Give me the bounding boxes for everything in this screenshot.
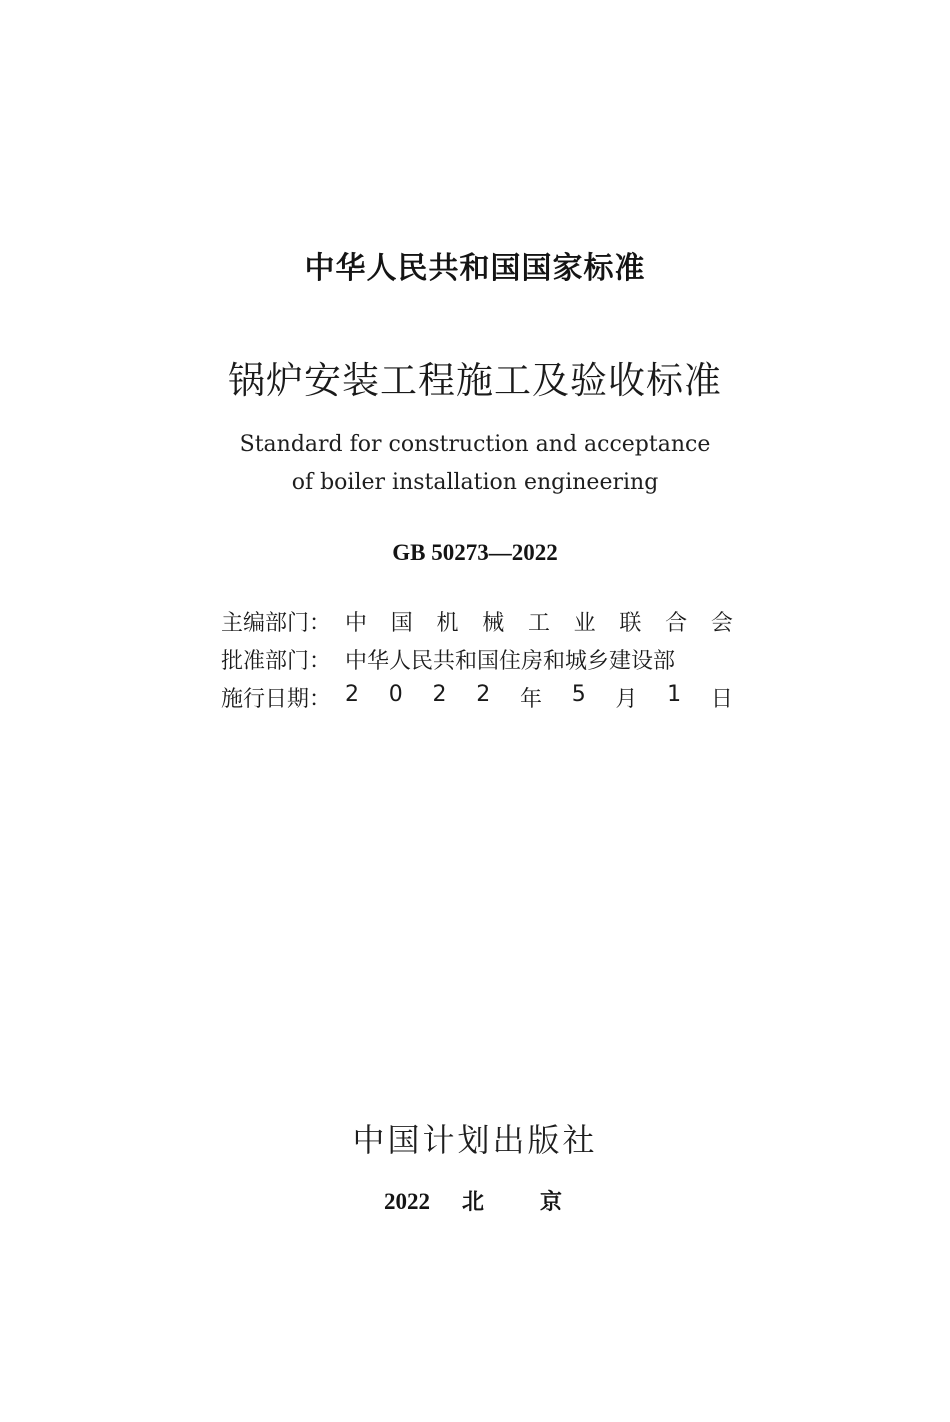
standard-title-chinese: 锅炉安装工程施工及验收标准 [228,359,722,402]
date-char: 0 [388,682,403,707]
effective-date-label: 施行日期： [221,687,332,712]
national-standard-heading: 中华人民共和国国家标准 [304,251,646,286]
standard-title-english-line2: of boiler installation engineering [291,470,659,495]
editor-department-value [345,606,733,637]
date-char: 1 [667,682,682,707]
editor-char: 械 [482,611,505,636]
approver-department-row [221,644,741,674]
date-char: 月 [615,687,638,712]
editor-char: 国 [390,611,413,636]
imprint-city-char: 京 [540,1190,563,1215]
date-char: 2 [432,682,447,707]
editor-char: 会 [710,611,733,636]
editor-char: 合 [665,611,688,636]
editor-department-row [221,606,741,636]
date-char: 年 [519,687,542,712]
imprint-city-char: 北 [462,1190,485,1215]
date-char: 5 [571,682,586,707]
publisher-name: 中国计划出版社 [352,1121,598,1159]
effective-date-row [221,682,741,712]
approver-department-value: 中华人民共和国住房和城乡建设部 [345,649,676,674]
editor-char: 机 [436,611,459,636]
date-char: 日 [710,687,733,712]
editor-department-label: 主编部门： [221,611,332,636]
standard-title-english-line1: Standard for construction and acceptance [239,432,711,457]
imprint-line [384,1185,618,1215]
approver-department-label: 批准部门： [221,649,332,674]
imprint-year: 2022 [384,1189,430,1214]
editor-char: 中 [345,611,368,636]
editor-char: 工 [527,611,550,636]
standard-code: GB 50273—2022 [392,540,558,565]
date-char: 2 [476,682,491,707]
date-char: 2 [345,682,359,707]
editor-char: 业 [573,611,596,636]
editor-char: 联 [619,611,642,636]
effective-date-value [345,682,733,713]
